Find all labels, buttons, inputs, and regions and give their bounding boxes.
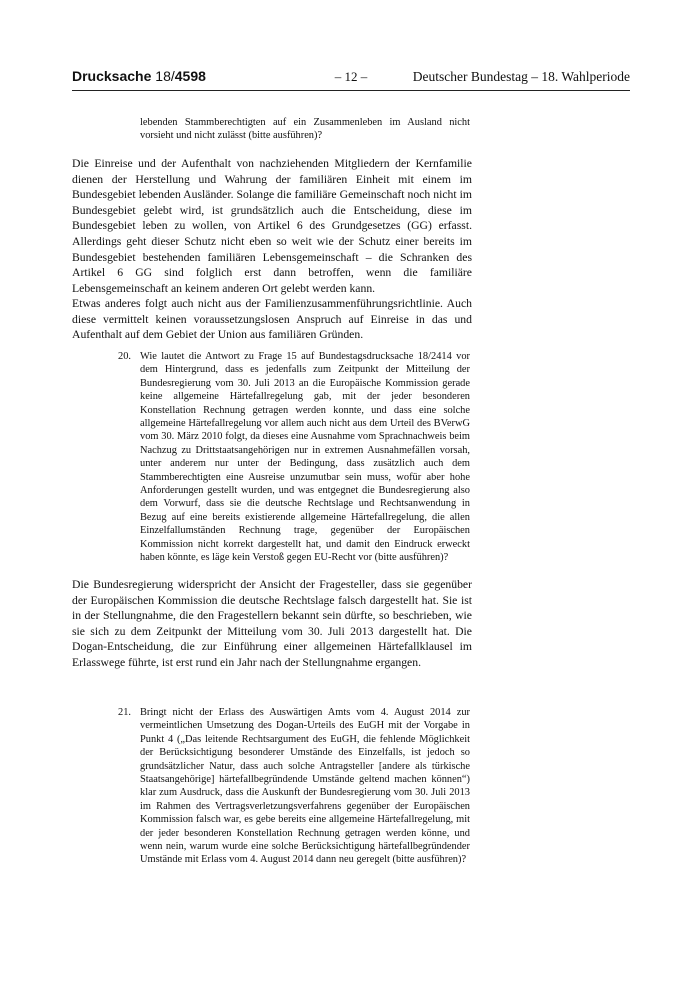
header-rule — [72, 90, 630, 91]
question-21 — [118, 706, 470, 867]
document-number-value: 4598 — [174, 68, 206, 84]
question-21-text: Bringt nicht der Erlass des Auswärtigen Amts vom 4. August 2014 zur vermeintlichen Umsetzung des Dogan-Urteils des EuGH mit der Vorgabe in Punkt 4 („Das leitende Rechtsargument des EuGH, die fehlende Möglichkeit der Berücksichtigung besonderer Umstände des Einzelfalls, ist jedoch so grundsätzlicher Natur, dass auch solche Antragsteller [andere als türkische Staatsangehörige] härtefallbegründende Umstände geltend machen können“) klar zum Ausdruck, dass die Auskunft der Bundesregierung vom 30. Juli 2013 im Rahmen des Vertragsverletzungsverfahrens gegenüber der Europäischen Kommission falsch war, es gebe bereits eine allgemeine Härtefallregelung, mit der jeder besonderen Konstellation Rechnung getragen werden könne, und wenn nein, warum wurde eine solche Berücksichtigung härtefallbegründender Umstände mit Erlass vom 4. August 2014 dann neu geregelt (bitte ausführen)? — [140, 707, 470, 866]
question-20-text: Wie lautet die Antwort zu Frage 15 auf Bundestagsdrucksache 18/2414 vor dem Hintergrund, dass es jedenfalls zum Zeitpunkt der Mitteilung der Bundesregierung vom 30. Juli 2013 an die Europäische Kommission gerade keine allgemeine Härtefallregelung gab, mit der jeder besonderen Konstellation Rechnung getragen werden konnte, und dass eine solche allgemeine Härtefallregelung vor allem auch nicht aus dem Urteil des BVerwG vom 30. März 2010 folgt, da dieses eine Ausnahme vom Sprachnachweis beim Nachzug zu Drittstaatsangehörigen nur in extremen Ausnahmefällen vorsah, unter anderem nur unter der Bedingung, dass zusätzlich auch dem Stammberechtigten eine Ausreise unzumutbar sein muss, wofür aber hohe Anforderungen gestellt wurden, und was entgegnet die Bundesregierung also dem Vorwurf, dass sie die deutsche Rechtslage und Rechtsanwendung in Bezug auf eine bereits existierende allgemeine Härtefallregelung, die allen Einzelfallumständen Rechnung trage, gegenüber der Europäischen Kommission nicht korrekt dargestellt hat, und damit den Eindruck erweckt haben könnte, es läge kein Verstoß gegen EU-Recht vor (bitte ausführen)? — [140, 351, 470, 564]
document-label: Drucksache — [72, 68, 152, 84]
answer-19 — [72, 156, 472, 296]
page-header — [72, 66, 630, 88]
question-20 — [118, 350, 470, 565]
answer-19-continued — [72, 296, 472, 343]
page-number: – 12 – — [334, 69, 368, 84]
parliament-title: Deutscher Bundestag – 18. Wahlperiode — [412, 69, 630, 84]
document-number-prefix: 18/ — [155, 68, 175, 84]
answer-19-paragraph-1: Die Einreise und der Aufenthalt von nachziehenden Mitgliedern der Kernfamilie dienen der Herstellung und Wahrung der familiären Einheit mit einem im Bundesgebiet lebenden Ausländer. Solange die familiäre Gemeinschaft noch nicht im Bundesgebiet gelebt wird, ist grundsätzlich auch die Entscheidung, diese im Bundesgebiet leben zu wollen, von Artikel 6 des Grundgesetzes (GG) erfasst. Allerdings geht dieser Schutz nicht eben so weit wie der Schutz einer bereits im Bundesgebiet bestehenden familiären Lebensgemeinschaft – die Schranken des Artikel 6 GG sind folglich erst dann betroffen, wenn die familiäre Lebensgemeinschaft an keinem anderen Ort gelebt werden kann. — [72, 157, 472, 295]
question-continuation — [140, 116, 470, 143]
question-20-number: 20. — [118, 351, 131, 362]
question-continuation-text: lebenden Stammberechtigten auf ein Zusammenleben im Ausland nicht vorsieht und nicht zulässt (bitte ausführen)? — [140, 117, 470, 142]
answer-19-paragraph-2: Etwas anderes folgt auch nicht aus der Familienzusammenführungsrichtlinie. Auch diese vermittelt keinen voraussetzungslosen Anspruch auf Einreise in das und Aufenthalt auf dem Gebiet der Union aus familiären Gründen. — [72, 297, 472, 342]
answer-20-text: Die Bundesregierung widerspricht der Ansicht der Fragesteller, dass sie gegenüber der Europäischen Kommission die deutsche Rechtslage falsch dargestellt hat. Sie ist in der Stellungnahme, die den Fragestellern bekannt sein dürfte, so beschrieben, wie sie sich zu dem Zeitpunkt der Mitteilung vom 30. Juli 2013 dargestellt hat. Die Dogan-Entscheidung, die zur Einführung einer allgemeinen Härtefallklausel im Erlasswege führte, ist erst rund ein Jahr nach der Stellungnahme ergangen. — [72, 578, 472, 669]
answer-20 — [72, 577, 472, 671]
question-21-number: 21. — [118, 707, 131, 718]
